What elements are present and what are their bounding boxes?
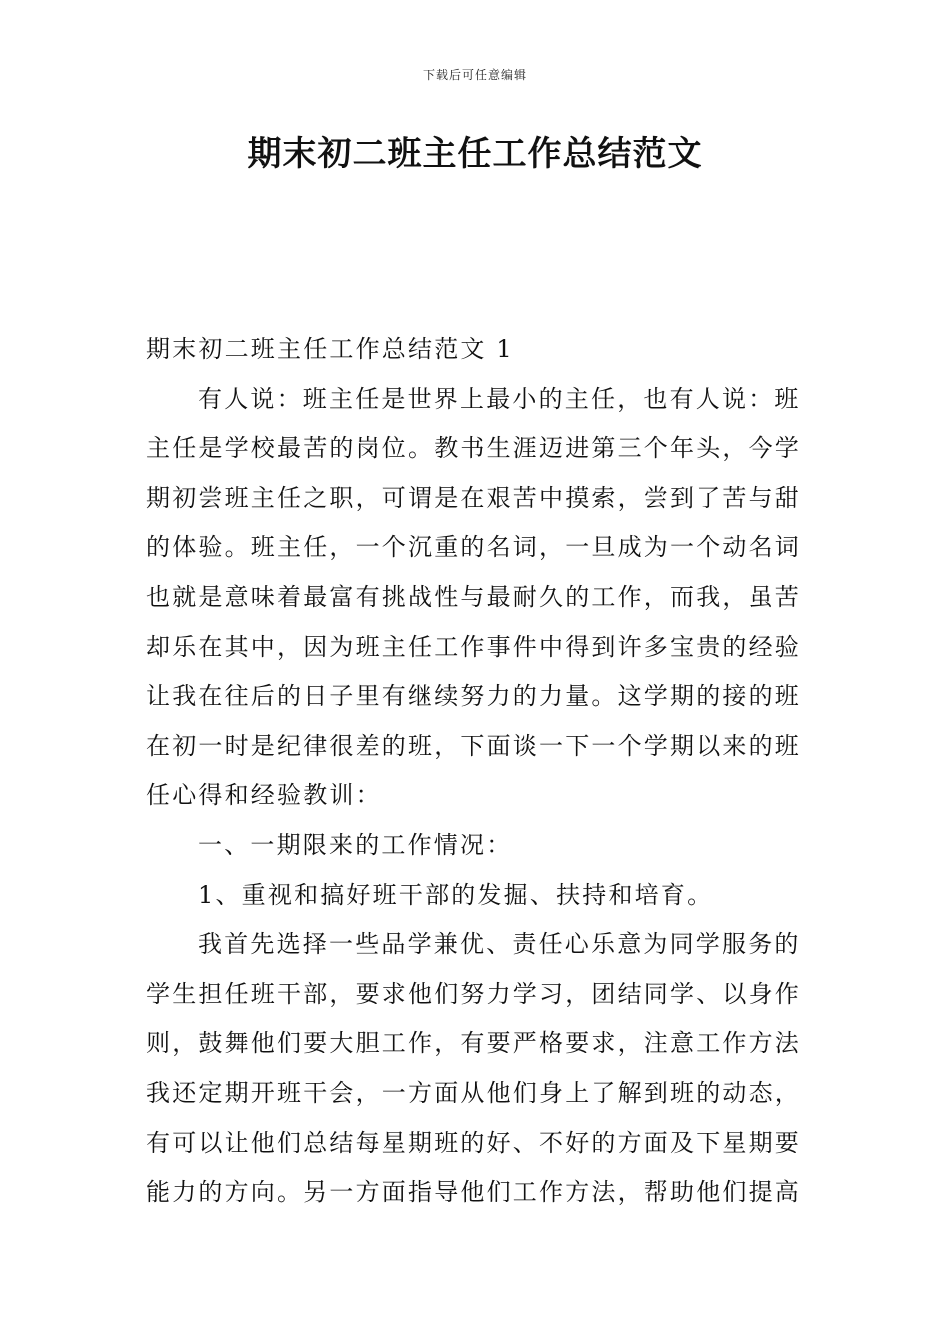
document-title: 期末初二班主任工作总结范文	[247, 134, 703, 174]
section-heading: 期末初二班主任工作总结范文 1	[146, 335, 514, 363]
paragraph-point-1: 1、重视和搞好班干部的发掘、扶持和培育。	[198, 880, 714, 909]
header-note: 下载后可任意编辑	[422, 68, 527, 82]
document-body	[146, 325, 808, 1218]
paragraph-heading-work-situation: 一、一期限来的工作情况：	[198, 830, 513, 859]
paragraph-class-leaders: 我首先选择一些品学兼优、责任心乐意为同学服务的学生担任班干部，要求他们努力学习，团结同学、以身作则，鼓舞他们要大胆工作，有要严格要求，注意工作方法我还定期开班干会，一方面从他们身上了解到班的动态，有可以让他们总结每星期班的好、不好的方面及下星期要能力的方向。另一方面指导他们工作方法，帮助他们提高	[146, 930, 801, 1207]
paragraph-intro: 有人说：班主任是世界上最小的主任，也有人说：班主任是学校最苦的岗位。教书生涯迈进第三个年头，今学期初尝班主任之职，可谓是在艰苦中摸索，尝到了苦与甜的体验。班主任，一个沉重的名词，一旦成为一个动名词也就是意味着最富有挑战性与最耐久的工作，而我，虽苦却乐在其中，因为班主任工作事件中得到许多宝贵的经验让我在往后的日子里有继续努力的力量。这学期的接的班在初一时是纪律很差的班，下面谈一下一个学期以来的班任心得和经验教训：	[146, 384, 801, 810]
